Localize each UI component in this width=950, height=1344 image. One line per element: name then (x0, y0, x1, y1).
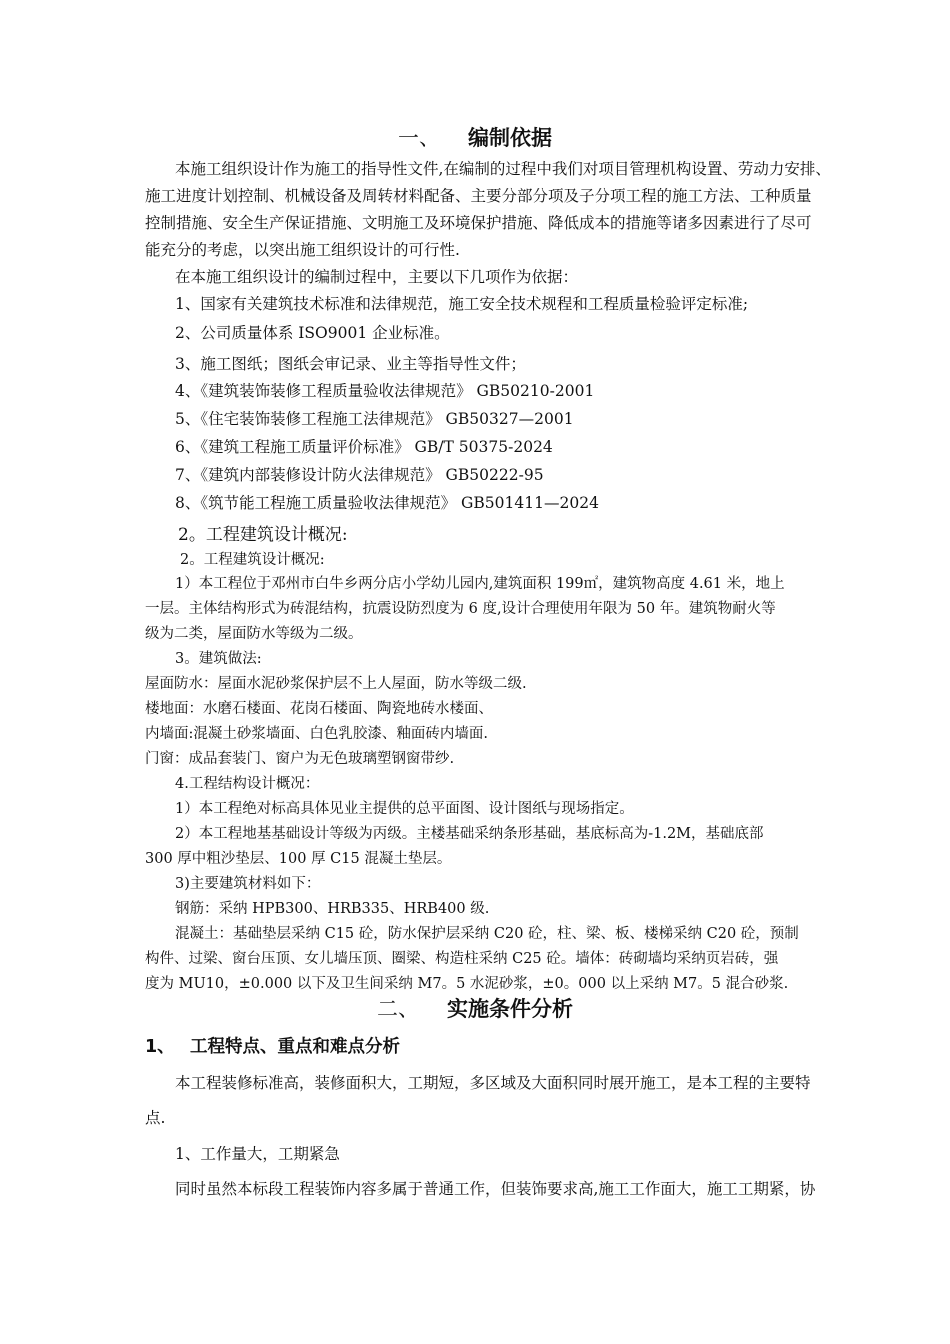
subsection-heading (145, 1033, 400, 1058)
list-item: 6、《建筑工程施工质量评价标准》 GB/T 50375-2024 (175, 438, 553, 456)
paragraph-line: 构件、过梁、窗台压顶、女儿墙压顶、圈梁、构造柱采纳 C25 砼。墙体：砖砌墙均采纳页岩砖，强 (145, 951, 779, 967)
paragraph-line: 屋面防水：屋面水泥砂浆保护层不上人屋面，防水等级二级. (145, 676, 527, 692)
paragraph-line: 本工程装修标准高，装修面积大，工期短，多区域及大面积同时展开施工，是本工程的主要特 (175, 1074, 811, 1092)
paragraph-line: 1）本工程绝对标高具体见业主提供的总平面图、设计图纸与现场指定。 (175, 801, 634, 817)
subheading: 3。建筑做法: (175, 651, 262, 667)
paragraph-line: 在本施工组织设计的编制过程中，主要以下几项作为依据： (175, 268, 579, 286)
section-number: 一、 (398, 126, 440, 150)
paragraph-line: 度为 MU10，±0.000 以下及卫生间采纳 M7。5 水泥砂浆，±0。000 以上采纳 M7。5 混合砂浆. (145, 976, 789, 992)
paragraph-line: 1）本工程位于邓州市白牛乡两分店小学幼儿园内,建筑面积 199㎡，建筑物高度 4.61 米，地上 (175, 576, 785, 592)
paragraph-line: 门窗：成品套装门、窗户为无色玻璃塑钢窗带纱. (145, 751, 455, 767)
subsection-title: 工程特点、重点和难点分析 (190, 1037, 400, 1057)
paragraph-line: 300 厚中粗沙垫层、100 厚 C15 混凝土垫层。 (145, 851, 452, 867)
list-item: 8、《筑节能工程施工质量验收法律规范》 GB501411—2024 (175, 494, 599, 512)
paragraph-line: 楼地面：水磨石楼面、花岗石楼面、陶瓷地砖水楼面、 (145, 701, 493, 717)
paragraph-line: 2）本工程地基基础设计等级为丙级。主楼基础采纳条形基础，基底标高为-1.2M，基础底部 (175, 826, 764, 842)
paragraph-line: 本施工组织设计作为施工的指导性文件,在编制的过程中我们对项目管理机构设置、劳动力安排、 (175, 160, 831, 178)
list-item: 1、国家有关建筑技术标准和法律规范，施工安全技术规程和工程质量检验评定标准; (175, 295, 749, 313)
subheading: 2。工程建筑设计概况: (178, 525, 348, 545)
section-number: 二、 (377, 997, 419, 1021)
paragraph-line: 点. (145, 1109, 166, 1127)
paragraph-line: 钢筋：采纳 HPB300、HRB335、HRB400 级. (175, 901, 490, 917)
paragraph-line: 施工进度计划控制、机械设备及周转材料配备、主要分部分项及子分项工程的施工方法、工种质量 (145, 187, 812, 205)
subheading: 2。工程建筑设计概况: (180, 552, 325, 568)
paragraph-line: 控制措施、安全生产保证措施、文明施工及环境保护措施、降低成本的措施等诸多因素进行了尽可 (145, 214, 812, 232)
section-title: 实施条件分析 (447, 997, 573, 1021)
paragraph-line: 一层。主体结构形式为砖混结构，抗震设防烈度为 6 度,设计合理使用年限为 50 年。建筑物耐火等 (145, 601, 776, 617)
list-item: 3、施工图纸；图纸会审记录、业主等指导性文件； (175, 355, 526, 373)
list-item: 1、工作量大，工期紧急 (175, 1145, 340, 1163)
paragraph-line: 3)主要建筑材料如下： (175, 876, 321, 892)
subsection-number: 1、 (145, 1037, 175, 1057)
list-item: 4、《建筑装饰装修工程质量验收法律规范》 GB50210-2001 (175, 382, 595, 400)
paragraph-line: 混凝土：基础垫层采纳 C15 砼，防水保护层采纳 C20 砼，柱、梁、板、楼梯采纳 C20 砼，预制 (175, 926, 799, 942)
paragraph-line: 能充分的考虑，以突出施工组织设计的可行性. (145, 241, 460, 259)
paragraph-line: 同时虽然本标段工程装饰内容多属于普通工作，但装饰要求高,施工工作面大，施工工期紧，协 (175, 1180, 816, 1198)
paragraph-line: 级为二类，屋面防水等级为二级。 (145, 626, 363, 642)
list-item: 2、公司质量体系 ISO9001 企业标准。 (175, 324, 450, 342)
subheading: 4.工程结构设计概况： (175, 776, 320, 792)
list-item: 7、《建筑内部装修设计防火法律规范》 GB50222-95 (175, 466, 544, 484)
section-heading-2 (0, 993, 950, 1023)
paragraph-line: 内墙面:混凝土砂浆墙面、白色乳胶漆、釉面砖内墙面. (145, 726, 488, 742)
section-heading-1 (0, 122, 950, 152)
section-title: 编制依据 (468, 126, 552, 150)
list-item: 5、《住宅装饰装修工程施工法律规范》 GB50327—2001 (175, 410, 574, 428)
